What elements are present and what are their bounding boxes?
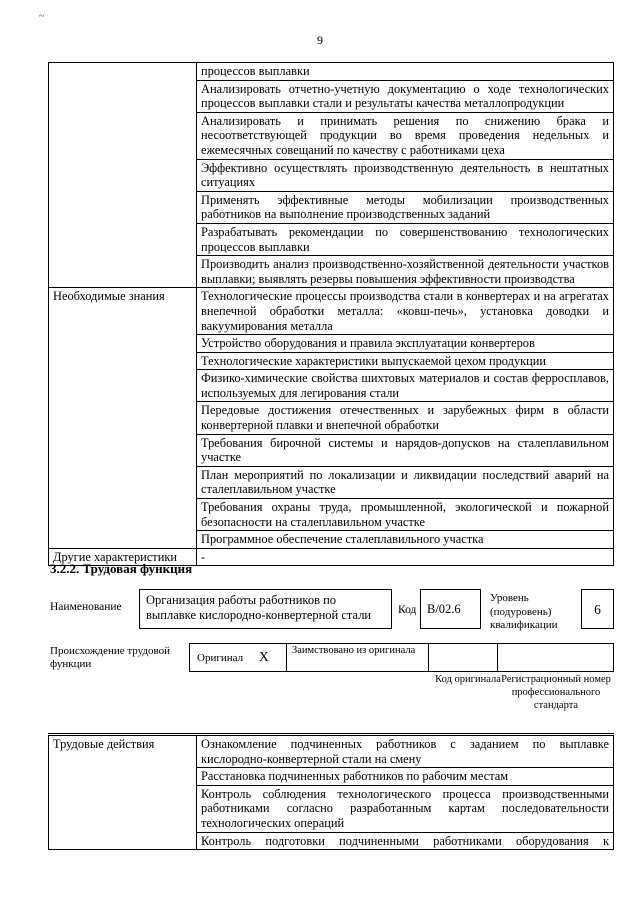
code-label: Код	[398, 604, 417, 616]
knowledge-row: Технологические характеристики выпускаемой цехом продукции	[197, 352, 614, 370]
knowledge-row: Технологические процессы производства стали в конвертерах и на агрегатах внепечной обработки металла: «ковш-печь», установка доводки и вакуумирования металла	[197, 288, 614, 335]
level-value: 6	[594, 602, 601, 617]
page-number: 9	[317, 33, 323, 47]
registration-number-caption: Регистрационный номер профессионального стандарта	[501, 674, 611, 711]
skill-row: процессов выплавки	[197, 63, 614, 81]
labor-action-row: Контроль подготовки подчиненными работниками оборудования к	[197, 832, 614, 850]
origin-label: Происхождение трудовой функции	[50, 645, 171, 670]
labor-action-row: Расстановка подчиненных работников по рабочим местам	[197, 768, 614, 786]
original-label: Оригинал	[197, 652, 244, 664]
knowledge-label: Необходимые знания	[49, 288, 197, 549]
other-characteristics-label: Другие характеристики	[49, 548, 197, 566]
knowledge-row: Физико-химические свойства шихтовых материалов и состав ферросплавов, используемых для легирования стали	[197, 370, 614, 402]
original-mark: X	[259, 649, 269, 664]
labor-action-row: Контроль соблюдения технологического процесса производственными работниками согласно разработанным картам последовательности технологических операций	[197, 785, 614, 832]
skills-label-cell	[49, 63, 197, 288]
code-value: B/02.6	[427, 602, 461, 616]
function-name-value: Организация работы работников по выплавке кислородно-конвертерной стали	[146, 593, 372, 622]
knowledge-row: Передовые достижения отечественных и зарубежных фирм в области конвертерной плавки и внепечной обработки	[197, 402, 614, 434]
name-label: Наименование	[50, 601, 122, 613]
knowledge-row: План мероприятий по локализации и ликвидации последствий аварий на сталеплавильном участке	[197, 466, 614, 498]
knowledge-row: Требования охраны труда, промышленной, экологической и пожарной безопасности на сталеплавильном участке	[197, 499, 614, 531]
skill-row: Анализировать отчетно-учетную документацию о ходе технологических процессов выплавки стали и результаты качества металлопродукции	[197, 80, 614, 112]
borrowed-label: Заимствовано из оригинала	[292, 645, 416, 656]
function-name-box	[139, 589, 392, 629]
knowledge-row: Требования бирочной системы и нарядов-допусков на сталеплавильном участке	[197, 434, 614, 466]
skills-knowledge-table	[48, 62, 614, 566]
labor-actions-table	[48, 733, 614, 850]
level-box	[581, 589, 614, 629]
skill-row: Производить анализ производственно-хозяйственной деятельности участков выплавки; выявлять резервы повышения эффективности производства	[197, 256, 614, 288]
skill-row: Применять эффективные методы мобилизации производственных работников на выполнение производственных заданий	[197, 191, 614, 223]
skill-row: Разрабатывать рекомендации по совершенствованию технологических процессов выплавки	[197, 223, 614, 255]
code-box	[420, 589, 481, 629]
level-label: Уровень (подуровень) квалификации	[490, 592, 558, 631]
skill-row: Эффективно осуществлять производственную деятельность в нештатных ситуациях	[197, 159, 614, 191]
labor-action-row: Ознакомление подчиненных работников с заданием по выплавке кислородно-конвертерной стали на смену	[197, 735, 614, 768]
other-characteristics-value: -	[197, 548, 614, 566]
corner-mark: ~	[39, 11, 45, 22]
labor-actions-label: Трудовые действия	[49, 735, 197, 850]
origin-row	[189, 643, 614, 672]
knowledge-row: Устройство оборудования и правила эксплуатации конвертеров	[197, 335, 614, 353]
knowledge-row: Программное обеспечение сталеплавильного участка	[197, 531, 614, 549]
skill-row: Анализировать и принимать решения по снижению брака и несоответствующей продукции во время проведения недельных и ежемесячных совещаний по качеству с работниками цеха	[197, 112, 614, 159]
section-title: 3.2.2. Трудовая функция	[50, 561, 193, 576]
code-original-caption: Код оригинала	[435, 674, 501, 685]
